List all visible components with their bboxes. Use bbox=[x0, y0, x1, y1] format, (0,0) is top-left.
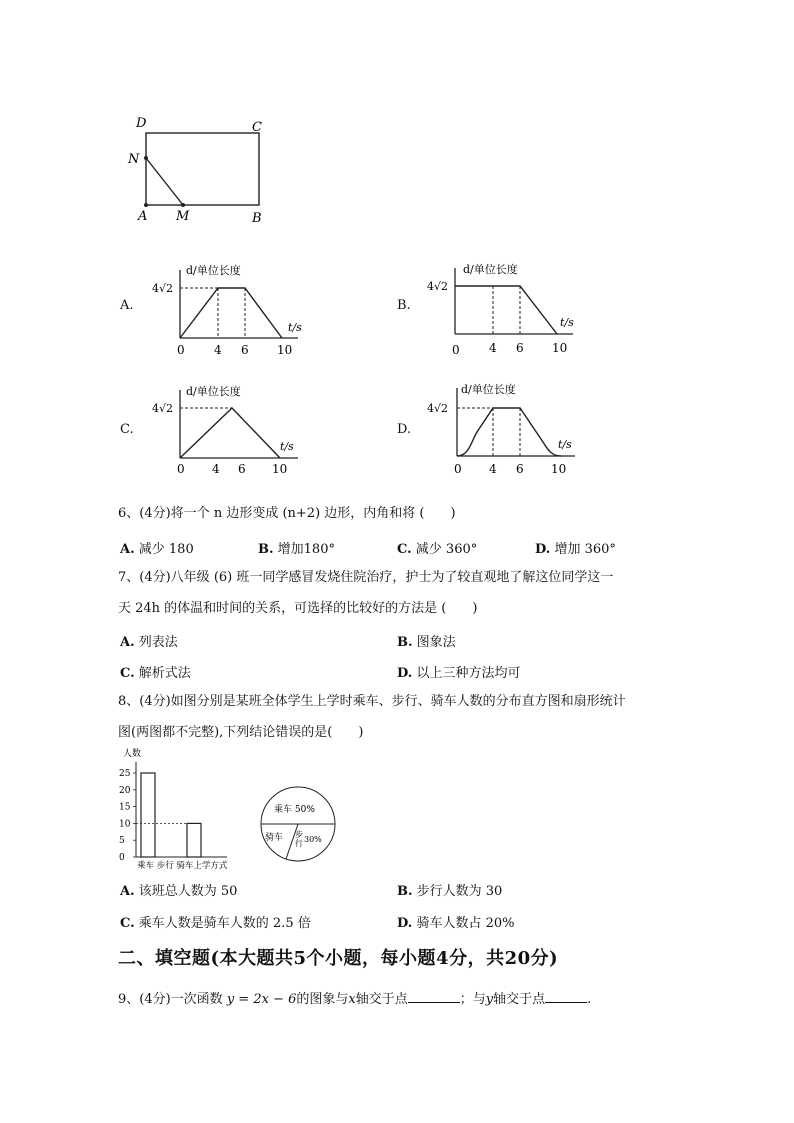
graph-d-tick-10: 10 bbox=[551, 462, 567, 476]
q7-option-a: A. 列表法 bbox=[120, 635, 178, 650]
bar-chart-ytick-label: 15 bbox=[119, 802, 131, 813]
q6-option-a: A. 减少 180 bbox=[120, 542, 194, 557]
graph-c-tlabel: t/s bbox=[280, 440, 294, 453]
graph-b-origin: 0 bbox=[452, 343, 460, 357]
label-N: N bbox=[128, 152, 140, 167]
q9-xvar: x bbox=[348, 992, 356, 1007]
q9-yvar: y bbox=[485, 992, 494, 1007]
graph-b-tlabel: t/s bbox=[560, 316, 574, 329]
graph-a-tick-6: 6 bbox=[241, 343, 249, 357]
graph-b bbox=[425, 260, 585, 360]
graph-c-tick-4: 4 bbox=[212, 462, 220, 476]
q5-option-c-letter: C. bbox=[120, 422, 134, 437]
bar-chart-ytick-label: 25 bbox=[119, 769, 131, 779]
graph-b-tick-6: 6 bbox=[516, 341, 524, 355]
q9-prefix: 9、(4分)一次函数 bbox=[118, 992, 223, 1007]
q9-end: . bbox=[587, 992, 592, 1007]
pie-slice-right-pct: 30% bbox=[304, 835, 322, 844]
graph-a-ylabel: d/单位长度 bbox=[186, 264, 241, 277]
graph-a-tick-10: 10 bbox=[277, 343, 293, 357]
pie-slice-right-label-b: 行 bbox=[295, 839, 303, 848]
graph-c-origin: 0 bbox=[177, 462, 185, 476]
q6-option-c: C. 减少 360° bbox=[397, 542, 478, 557]
q8-option-d: D. 骑车人数占 20% bbox=[397, 916, 515, 931]
pie-slice-right-label-a: 步 bbox=[295, 830, 303, 839]
q9-equation: y = 2x − 6 bbox=[226, 992, 297, 1007]
rectangle-figure bbox=[115, 112, 275, 227]
graph-d-tlabel: t/s bbox=[558, 438, 572, 451]
graph-c-ylabel: d/单位长度 bbox=[186, 385, 241, 398]
q7-option-c: C. 解析式法 bbox=[120, 666, 191, 681]
bar-乘车 bbox=[141, 773, 155, 857]
q7-option-d: D. 以上三种方法均可 bbox=[397, 666, 521, 681]
graph-c-tick-6: 6 bbox=[238, 462, 246, 476]
q8-option-b: B. 步行人数为 30 bbox=[397, 884, 503, 899]
graph-b-tick-4: 4 bbox=[489, 341, 497, 355]
label-A: A bbox=[138, 209, 148, 224]
q7-stem-line2: 天 24h 的体温和时间的关系，可选择的比较好的方法是 ( ) bbox=[118, 601, 478, 616]
graph-a-tlabel: t/s bbox=[288, 321, 302, 334]
pie-chart bbox=[258, 784, 338, 864]
q8-option-a: A. 该班总人数为 50 bbox=[120, 884, 238, 899]
graph-d-tick-4: 4 bbox=[489, 462, 497, 476]
graph-b-tick-10: 10 bbox=[552, 341, 568, 355]
bar-chart-xlabel: 乘车 步行 骑车上学方式 bbox=[137, 861, 228, 871]
q8-option-c: C. 乘车人数是骑车人数的 2.5 倍 bbox=[120, 916, 311, 931]
section-2-title: 二、填空题(本大题共5个小题，每小题4分，共20分) bbox=[118, 948, 559, 969]
q8-stem-line1: 8、(4分)如图分别是某班全体学生上学时乘车、步行、骑车人数的分布直方图和扇形统计 bbox=[118, 694, 626, 709]
graph-c-yvalue: 4√2 bbox=[152, 402, 174, 415]
graph-a-origin: 0 bbox=[177, 343, 185, 357]
graph-a bbox=[150, 260, 310, 360]
q9-blank-2[interactable] bbox=[545, 990, 587, 1003]
q9-mid1: 的图象与 bbox=[296, 992, 349, 1007]
q5-option-b-letter: B. bbox=[397, 298, 411, 313]
label-C: C bbox=[252, 120, 262, 135]
q7-option-b: B. 图象法 bbox=[397, 635, 456, 650]
graph-b-yvalue: 4√2 bbox=[427, 280, 449, 293]
q7-stem-line1: 7、(4分)八年级 (6) 班一同学感冒发烧住院治疗，护士为了较直观地了解这位同学这一 bbox=[118, 570, 614, 585]
q6-stem: 6、(4分)将一个 n 边形变成 (n+2) 边形，内角和将 ( ) bbox=[118, 506, 456, 521]
q9-mid3: ；与 bbox=[459, 992, 486, 1007]
pie-slice-top-label: 乘车 50% bbox=[274, 805, 315, 815]
graph-d bbox=[425, 380, 585, 480]
graph-b-ylabel: d/单位长度 bbox=[463, 263, 518, 276]
graph-d-tick-6: 6 bbox=[516, 462, 524, 476]
graph-a-yvalue: 4√2 bbox=[152, 282, 174, 295]
label-M: M bbox=[176, 209, 190, 224]
pie-slice-left-label: 骑车 bbox=[265, 833, 284, 843]
graph-c bbox=[150, 380, 310, 480]
q9-line bbox=[118, 990, 591, 1008]
graph-d-origin: 0 bbox=[454, 462, 462, 476]
bar-骑车 bbox=[187, 823, 201, 857]
bar-chart-ytick-label: 0 bbox=[119, 853, 125, 863]
graph-a-tick-4: 4 bbox=[214, 343, 222, 357]
bar-chart-ytick-label: 10 bbox=[119, 819, 131, 830]
bar-chart-ytick-label: 5 bbox=[119, 836, 125, 847]
q9-mid2: 轴交于点 bbox=[355, 992, 408, 1007]
label-B: B bbox=[252, 211, 262, 226]
q9-mid4: 轴交于点 bbox=[493, 992, 546, 1007]
bar-chart-ylabel: 人数 bbox=[123, 749, 142, 759]
graph-d-yvalue: 4√2 bbox=[427, 402, 449, 415]
q9-blank-1[interactable] bbox=[408, 990, 460, 1003]
graph-c-tick-10: 10 bbox=[272, 462, 288, 476]
graph-d-ylabel: d/单位长度 bbox=[461, 383, 516, 396]
q6-option-b: B. 增加180° bbox=[258, 542, 335, 557]
bar-chart-ytick-label: 20 bbox=[119, 785, 131, 796]
q5-option-d-letter: D. bbox=[397, 422, 412, 437]
q6-option-d: D. 增加 360° bbox=[535, 542, 616, 557]
label-D: D bbox=[136, 116, 147, 131]
q5-option-a-letter: A. bbox=[120, 298, 134, 313]
bar-chart bbox=[115, 742, 255, 872]
q8-stem-line2: 图(两图都不完整),下列结论错误的是( ) bbox=[118, 725, 364, 740]
